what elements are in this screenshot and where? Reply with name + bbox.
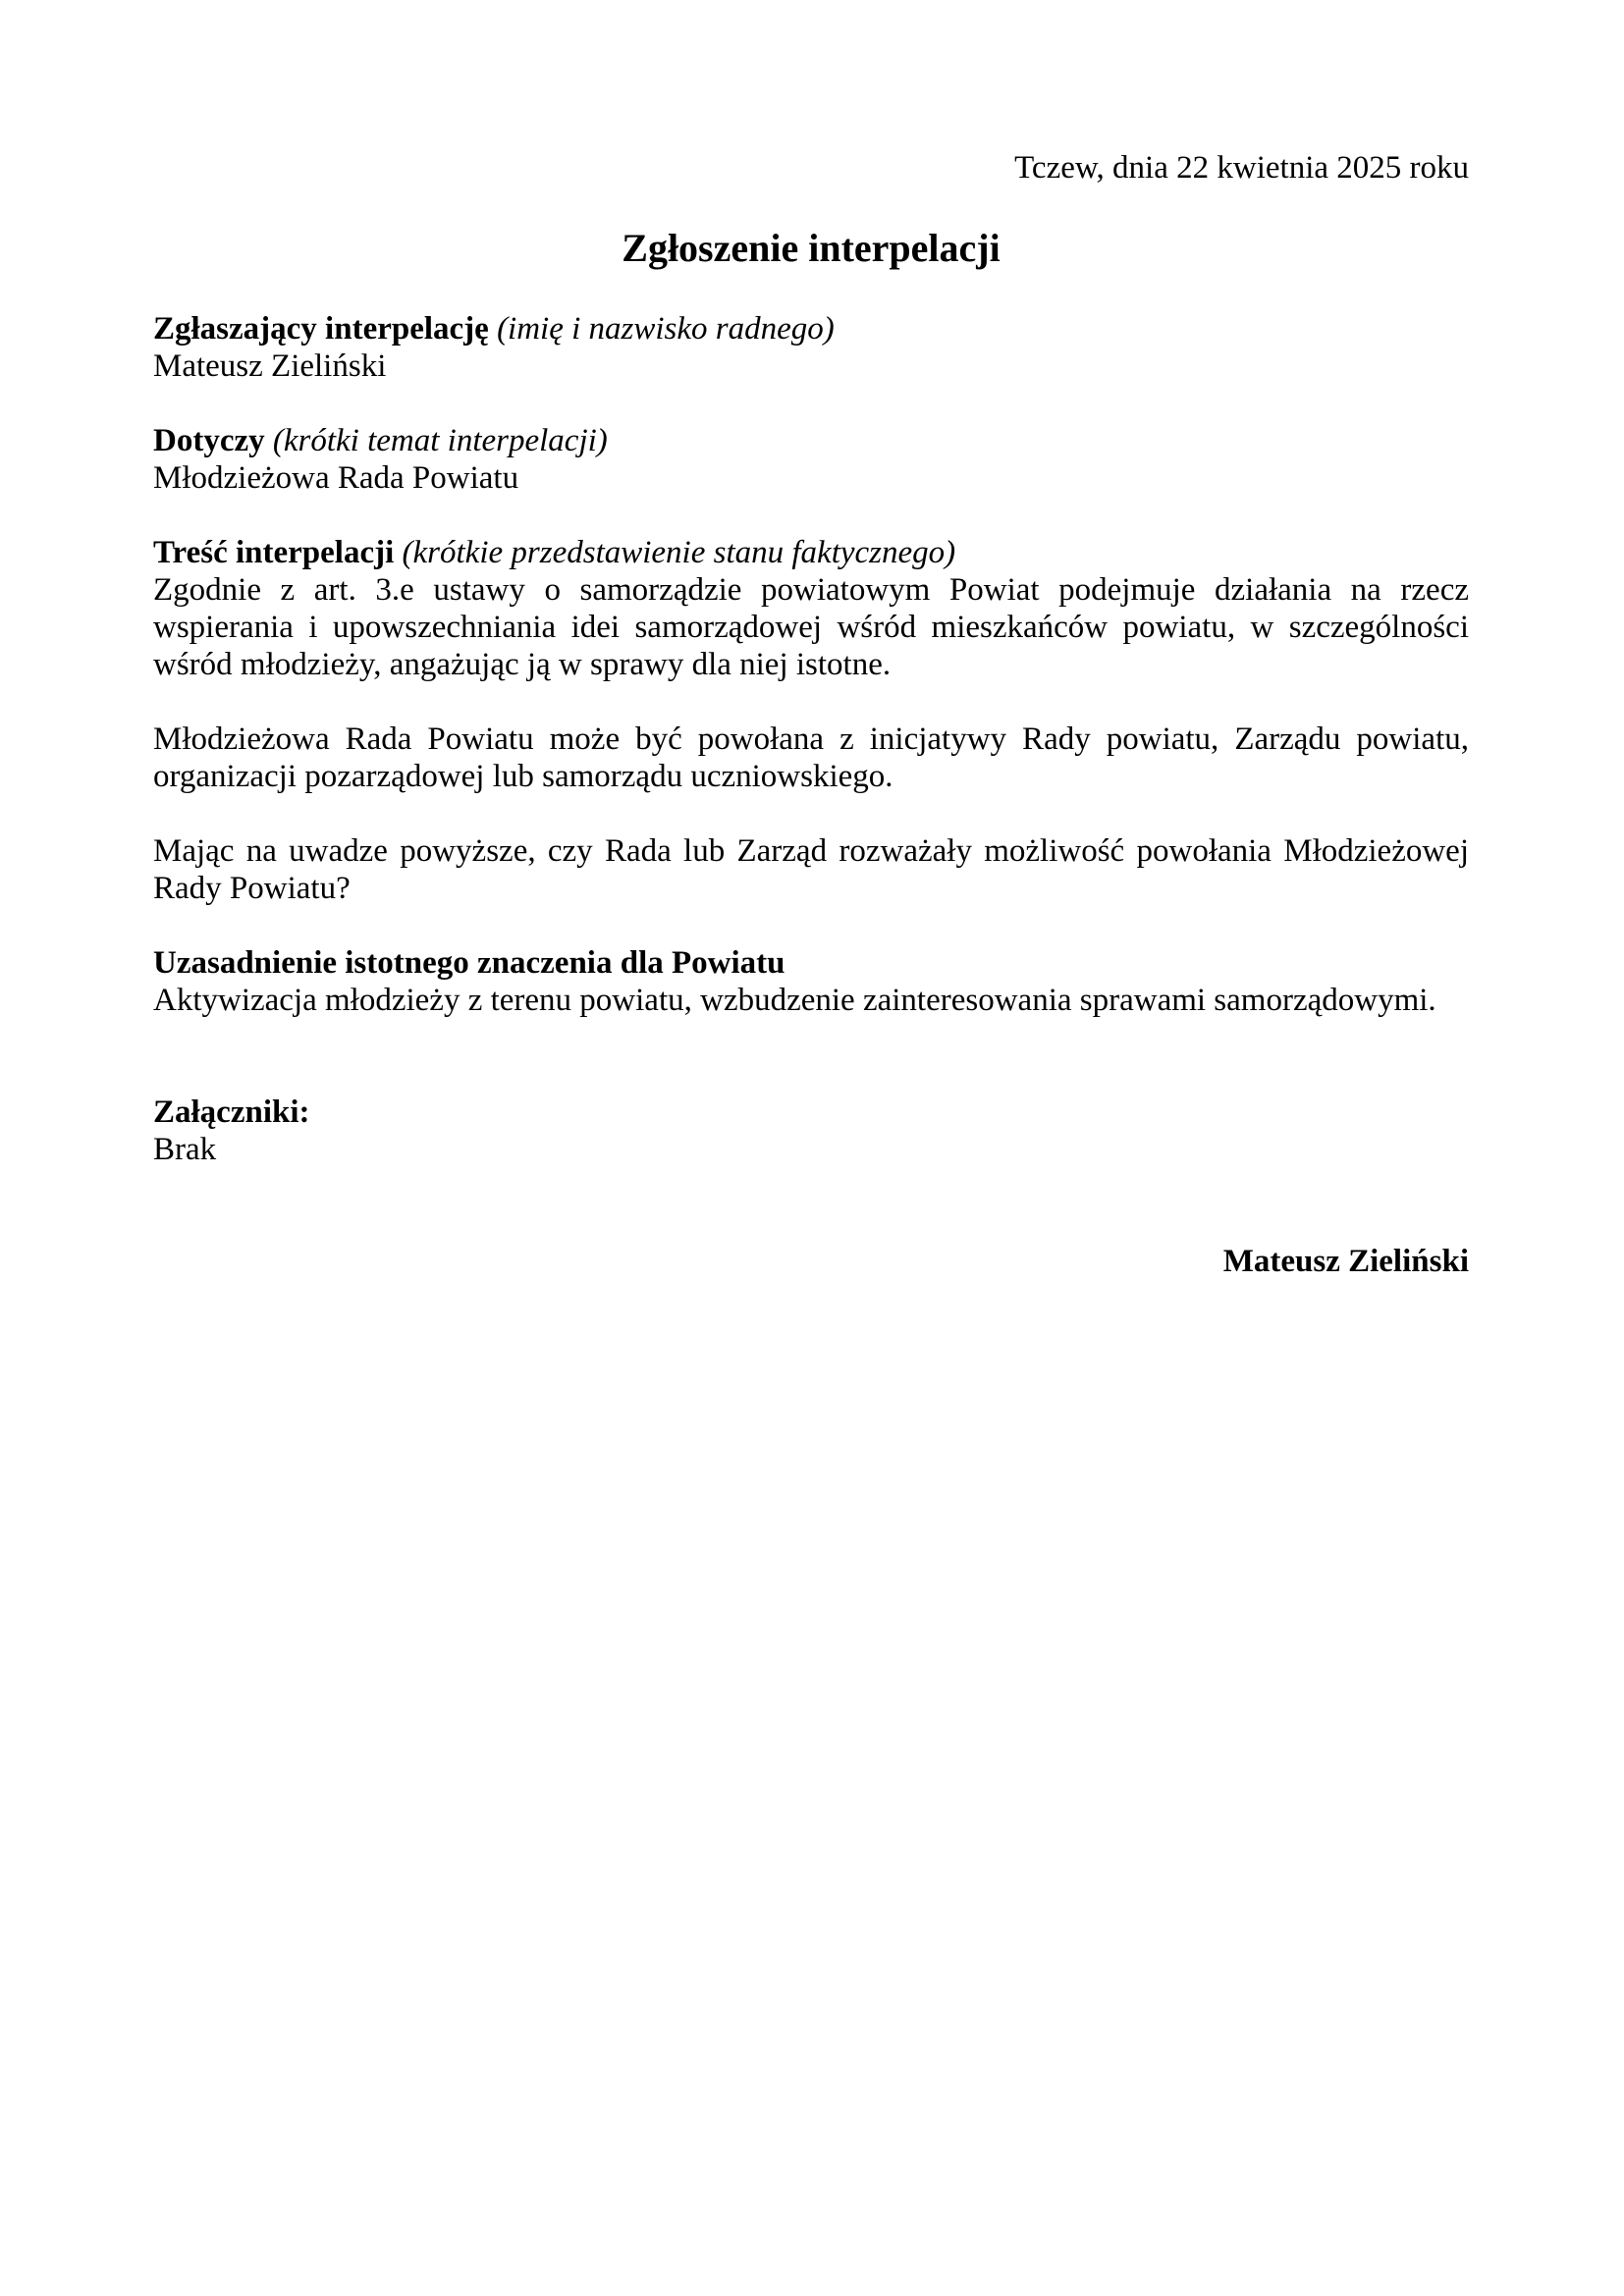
- attachments-value: Brak: [153, 1132, 217, 1167]
- signature-name: Mateusz Zieliński: [1222, 1244, 1469, 1279]
- content-paragraph-2: Młodzieżowa Rada Powiatu może być powołana z inicjatywy Rady powiatu, Zarządu powiatu, organizacji pozarządowej lub samorządu uczniowskiego.: [153, 721, 1469, 794]
- section-attachments: [153, 1094, 1469, 1168]
- content-label: Treść interpelacji: [153, 535, 395, 570]
- content-paragraph-1: Zgodnie z art. 3.e ustawy o samorządzie powiatowym Powiat podejmuje działania na rzecz wspierania i upowszechniania idei samorządowej wśród mieszkańców powiatu, w szczególności wśród młodzieży, angażując ją w sprawy dla niej istotne.: [153, 572, 1469, 682]
- submitter-value: Mateusz Zieliński: [153, 348, 387, 384]
- document-title: Zgłoszenie interpelacji: [622, 226, 1001, 270]
- subject-value: Młodzieżowa Rada Powiatu: [153, 460, 519, 496]
- content-hint: (krótkie przedstawienie stanu faktycznego): [402, 535, 956, 570]
- attachments-label: Załączniki:: [153, 1095, 310, 1130]
- section-justification: [153, 944, 1469, 1019]
- content-paragraph-3: Mając na uwadze powyższe, czy Rada lub Zarząd rozważały możliwość powołania Młodzieżowej Rady Powiatu?: [153, 833, 1469, 906]
- subject-hint: (krótki temat interpelacji): [272, 423, 608, 458]
- section-submitter: [153, 310, 1469, 385]
- section-subject: [153, 422, 1469, 497]
- submitter-hint: (imię i nazwisko radnego): [497, 311, 835, 347]
- justification-text: Aktywizacja młodzieży z terenu powiatu, wzbudzenie zainteresowania sprawami samorządowymi.: [153, 983, 1436, 1018]
- subject-label: Dotyczy: [153, 423, 265, 458]
- justification-label: Uzasadnienie istotnego znaczenia dla Powiatu: [153, 945, 785, 981]
- date-line: Tczew, dnia 22 kwietnia 2025 roku: [1014, 150, 1469, 186]
- submitter-label: Zgłaszający interpelację: [153, 311, 489, 347]
- section-content: [153, 534, 1469, 907]
